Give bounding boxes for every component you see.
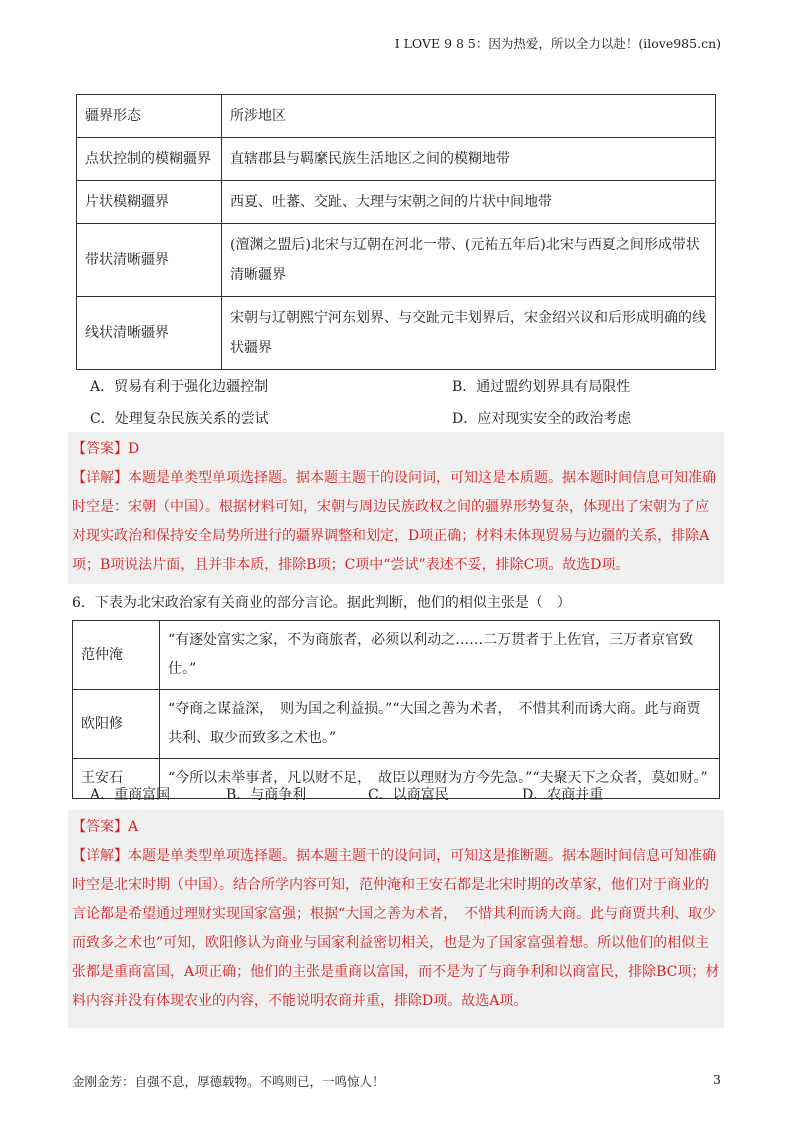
answer-label: 【答案】 — [72, 441, 128, 457]
q6-option-a: A．重商富国 — [90, 787, 171, 803]
table-cell: 直辖郡县与羁縻民族生活地区之间的模糊地带 — [222, 138, 716, 181]
footer-motto: 金刚金芳：自强不息，厚德载物。不鸣则已，一鸣惊人！ — [72, 1074, 385, 1089]
q5-answer — [72, 438, 139, 458]
table-cell: 王安石 — [73, 759, 160, 799]
table-cell: “有逐处富实之家，不为商旅者，必须以利动之……二万贯者于上佐官，三万者京官致仕。” — [160, 621, 720, 690]
q6-option-c: C．以商富民 — [368, 787, 449, 803]
q6-question: 6．下表为北宋政治家有关商业的部分言论。据此判断，他们的相似主张是（ ） — [72, 595, 571, 611]
q6-answer — [72, 816, 138, 836]
table-row — [73, 690, 720, 759]
table-row — [77, 297, 716, 370]
table-cell: 片状模糊疆界 — [77, 181, 222, 224]
table-row — [77, 224, 716, 297]
table-row — [73, 621, 720, 690]
table-header-cell: 所涉地区 — [222, 95, 716, 138]
table-cell: (澶渊之盟后)北宋与辽朝在河北一带、(元祐五年后)北宋与西夏之间形成带状清晰疆界 — [222, 224, 716, 297]
q5-explanation — [72, 464, 722, 580]
explanation-text: 本题是单类型单项选择题。据本题主题干的设问词，可知这是本质题。据本题时间信息可知准确时空是：宋朝（中国）。根据材料可知，宋朝与周边民族政权之间的疆界形势复杂，体现出了宋朝为了应对现实政治和保持安全局势所进行的疆界调整和划定，D项正确；材料未体现贸易与边疆的关系，排除A项；B项说法片面，且并非本质，排除B项；C项中“尝试”表述不妥，排除C项。故选D项。 — [72, 470, 716, 573]
table-header-cell: 疆界形态 — [77, 95, 222, 138]
table-cell: “今所以未举事者，凡以财不足， 故臣以理财为方今先急。”“夫聚天下之众者，莫如财。” — [160, 759, 720, 799]
q5-option-c: C．处理复杂民族关系的尝试 — [90, 411, 269, 427]
table-cell: 点状控制的模糊疆界 — [77, 138, 222, 181]
answer-value: A — [128, 819, 139, 835]
table-row — [77, 138, 716, 181]
explanation-text: 本题是单类型单项选择题。据本题主题干的设问词，可知这是推断题。据本题时间信息可知准确时空是北宋时期（中国）。结合所学内容可知，范仲淹和王安石都是北宋时期的改革家，他们对于商业的言论都是希望通过理财实现国家富强；根据“大国之善为术者， 不惜其利而诱大商。此与商贾共利、取少而致多之术也”可知，欧阳修认为商业与国家利益密切相关，也是为了国家富强着想。所以他们的相似主张都是重商富国，A项正确；他们的主张是重商以富国，而不是为了与商争利和以商富民，排除BC项；材料内容并没有体现农业的内容，不能说明农商并重，排除D项。故选A项。 — [72, 848, 720, 1009]
table-cell: 西夏、吐蕃、交趾、大理与宋朝之间的片状中间地带 — [222, 181, 716, 224]
table-cell: 范仲淹 — [73, 621, 160, 690]
table-header-row — [77, 95, 716, 138]
explanation-label: 【详解】 — [72, 848, 128, 864]
statesmen-table — [72, 620, 720, 799]
territory-table — [76, 94, 716, 370]
q6-explanation — [72, 842, 722, 1016]
q6-option-b: B．与商争利 — [226, 787, 307, 803]
explanation-label: 【详解】 — [72, 470, 128, 486]
page-number: 3 — [713, 1072, 721, 1087]
table-cell: “夺商之谋益深， 则为国之利益损。”“大国之善为术者， 不惜其利而诱大商。此与商贾共利、取少而致多之术也。” — [160, 690, 720, 759]
table-cell: 线状清晰疆界 — [77, 297, 222, 370]
table-cell: 带状清晰疆界 — [77, 224, 222, 297]
table-row — [77, 181, 716, 224]
page-header: I LOVE 9 8 5：因为热爱，所以全力以赴！(ilove985.cn) — [394, 36, 721, 51]
answer-value: D — [128, 441, 140, 457]
q5-option-a: A．贸易有利于强化边疆控制 — [90, 379, 269, 395]
table-cell: 宋朝与辽朝熙宁河东划界、与交趾元丰划界后，宋金绍兴议和后形成明确的线状疆界 — [222, 297, 716, 370]
q5-option-d: D．应对现实安全的政治考虑 — [452, 411, 632, 427]
table-cell: 欧阳修 — [73, 690, 160, 759]
answer-label: 【答案】 — [72, 819, 128, 835]
q5-option-b: B．通过盟约划界具有局限性 — [452, 379, 631, 395]
q6-option-d: D．农商并重 — [522, 787, 604, 803]
